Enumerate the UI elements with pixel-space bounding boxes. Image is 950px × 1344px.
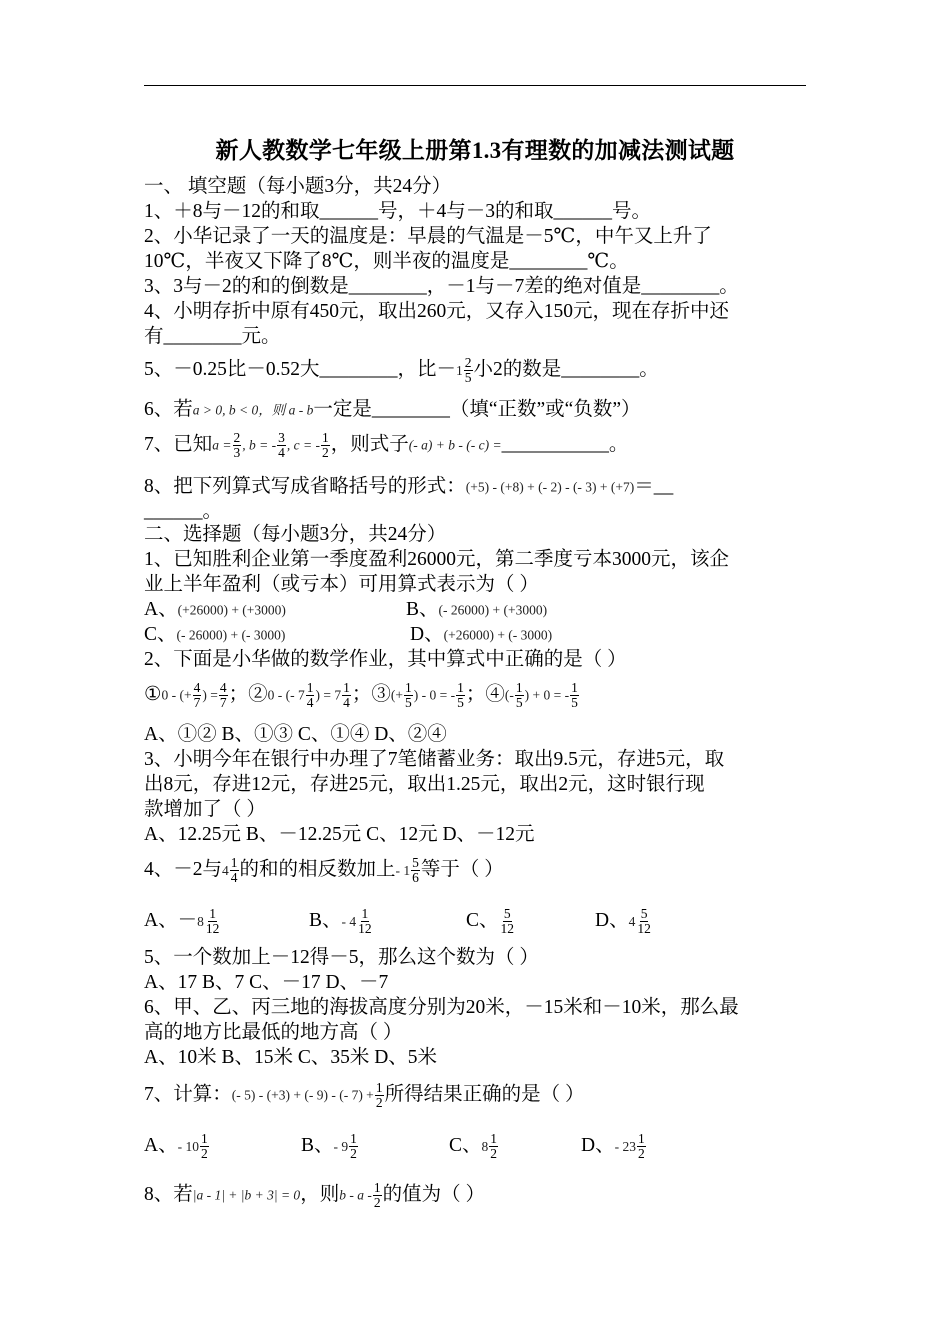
s2-q6-choices: A、10米 B、15米 C、35米 D、5米	[144, 1047, 438, 1068]
s2-q2: 2、下面是小华做的数学作业，其中算式中正确的是（ ）	[144, 649, 627, 670]
mixed-fraction: 1 $\frac{2}{5}$	[456, 355, 472, 385]
s2-q3-choices: A、12.25元 B、－12.25元 C、12元 D、－12元	[144, 824, 535, 845]
s2-q2-formulas: ①0 - (+ $\frac{4}{7}$ ) = $\frac{4}{7}$ ；②0 - (- 7 $\frac{1}{4}$ ) = 7 $\frac{1}{4}$ ；③(+ $\frac{1}{5}$ ) - 0 = - $\frac{1}{5}$ ；④(- $\frac{1}{5}$ ) + 0 = - $\frac{1}{5}$	[144, 680, 578, 710]
s1-q2-line2: 10℃，半夜又下降了8℃，则半夜的温度是________℃。	[144, 251, 629, 272]
s2-q5-choices: A、17 B、7 C、－17 D、－7	[144, 972, 389, 993]
s2-q1-line1: 1、已知胜利企业第一季度盈利26000元，第二季度亏本3000元，该企	[144, 549, 730, 570]
header-rule	[144, 85, 806, 86]
s1-q7: 7、已知a = $\frac{2}{3}$ , b = - $\frac{3}{4}$ , c = - $\frac{1}{2}$ ，则式子(- a) + b - (- c) =___________。	[144, 430, 629, 460]
s1-q3: 3、3与－2的和的倒数是________，－1与－7差的绝对值是________。	[144, 276, 739, 297]
s2-q7: 7、计算：(- 5) - (+3) + (- 9) - (- 7) + $\frac{1}{2}$ 所得结果正确的是（ ）	[144, 1080, 585, 1110]
s2-q5: 5、一个数加上－12得－5，那么这个数为（ ）	[144, 947, 539, 968]
s2-q3-line1: 3、小明今年在银行中办理了7笔储蓄业务：取出9.5元，存进5元，取	[144, 749, 725, 770]
s1-q8-line2: ______。	[144, 501, 223, 522]
s2-q4: 4、－2与 4 $\frac{1}{4}$ 的和的相反数加上 - 1 $\frac{5}{6}$ 等于（ ）	[144, 855, 504, 885]
s2-q3-line3: 款增加了（ ）	[144, 799, 266, 820]
s2-q6-line2: 高的地方比最低的地方高（ ）	[144, 1022, 403, 1043]
s1-q5: 5、－0.25比－0.52大________，比－ 1 $\frac{2}{5}$ 小2的数是________。	[144, 355, 659, 385]
s1-q4-line2: 有________元。	[144, 326, 281, 347]
s1-q8: 8、把下列算式写成省略括号的形式：(+5) - (+8) + (- 2) - (- 3) + (+7)＝__	[144, 476, 674, 497]
s2-q7-choices: A、 - 10 $\frac{1}{2}$ B、 - 9 $\frac{1}{2}$ C、 8 $\frac{1}{2}$ D、 - 23 $\frac{1}{2}$	[144, 1131, 645, 1161]
s1-q2-line1: 2、小华记录了一天的温度是：早晨的气温是－5℃，中午又上升了	[144, 226, 712, 247]
s1-q6: 6、若a > 0, b < 0，则 a - b一定是________（填“正数”或“负数”）	[144, 399, 641, 420]
s2-q1-options-ab: A、(+26000) + (+3000) B、(- 26000) + (+3000)	[144, 599, 548, 620]
s2-q1-line2: 业上半年盈利（或亏本）可用算式表示为（ ）	[144, 574, 539, 595]
s1-q1: 1、＋8与－12的和取______号，＋4与－3的和取______号。	[144, 201, 652, 222]
section2-heading: 二、选择题（每小题3分，共24分）	[144, 524, 447, 545]
section1-heading: 一、 填空题（每小题3分，共24分）	[144, 176, 452, 197]
s2-q1-options-cd: C、(- 26000) + (- 3000) D、(+26000) + (- 3000)	[144, 624, 553, 645]
page-title: 新人教数学七年级上册第1.3有理数的加减法测试题	[215, 138, 735, 163]
s2-q8: 8、若|a - 1| + |b + 3| = 0，则b - a - $\frac{1}{2}$ 的值为（ ）	[144, 1180, 485, 1210]
s1-q4-line1: 4、小明存折中原有450元，取出260元，又存入150元，现在存折中还	[144, 301, 730, 322]
s2-q3-line2: 出8元，存进12元，存进25元，取出1.25元，取出2元，这时银行现	[144, 774, 705, 795]
s2-q2-choices: A、①② B、①③ C、①④ D、②④	[144, 724, 447, 745]
s2-q6-line1: 6、甲、乙、丙三地的海拔高度分别为20米，－15米和－10米，那么最	[144, 997, 739, 1018]
s2-q4-choices: A、－ 8 $\frac{1}{12}$ B、 - 4 $\frac{1}{12}$ C、 $\frac{5}{12}$ D、 4 $\frac{5}{12}$	[144, 906, 651, 936]
